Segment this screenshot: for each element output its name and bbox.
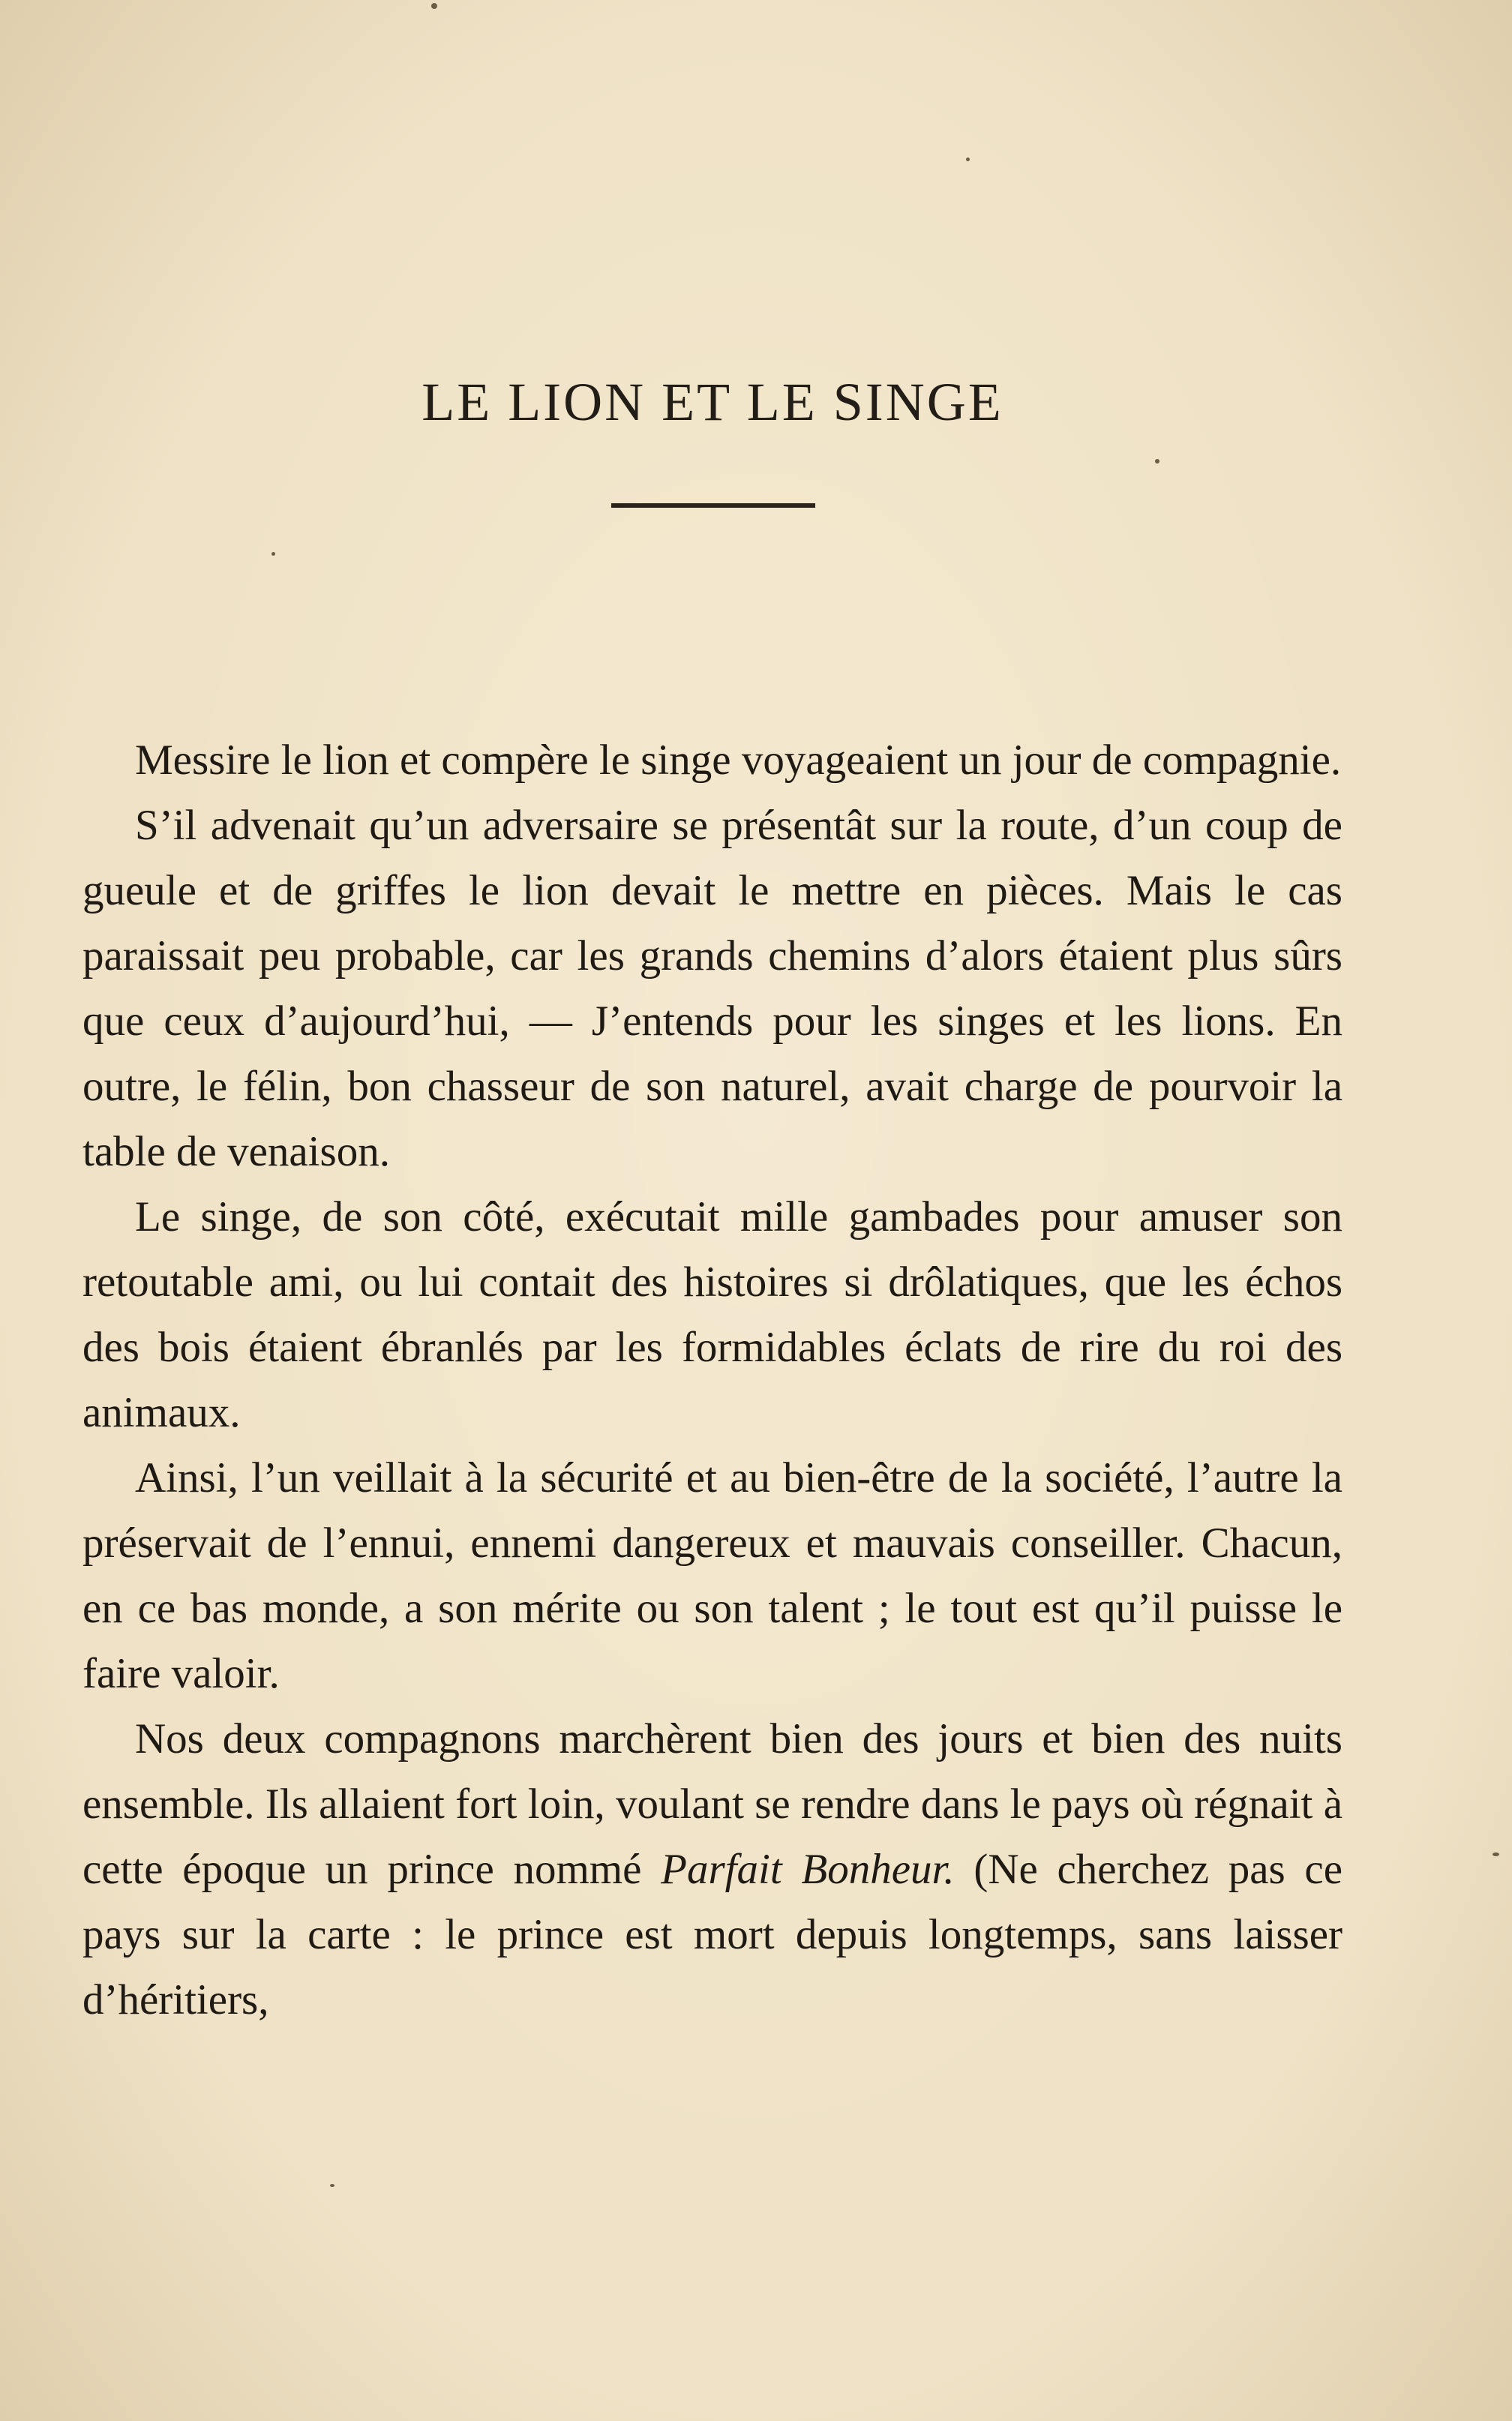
paper-speck (330, 2184, 334, 2187)
paper-speck (1155, 459, 1160, 464)
paragraph-5 (82, 1706, 1342, 2032)
paragraph-5-start: Nos deux compagnons marchèrent bien des jours et bien des nuits ensemble. Ils allaient fort loin, voulant se rendre dans le pays où régnait à cette époque un prince nommé (82, 1715, 1342, 1893)
paper-speck (431, 3, 437, 9)
paragraph-1: Messire le lion et compère le singe voyageaient un jour de compagnie. (135, 736, 1342, 784)
paper-speck (1492, 1852, 1499, 1856)
paper-speck (272, 552, 275, 556)
paragraph-3: Le singe, de son côté, exécutait mille gambades pour amuser son retoutable ami, ou lui contait des histoires si drôlatiques, que les échos des bois étaient ébranlés par les formidables éclats de rire du roi des animaux. (82, 1193, 1342, 1436)
prince-name: Parfait Bonheur. (661, 1846, 955, 1893)
paper-speck (966, 158, 970, 161)
body-text (82, 728, 1342, 2032)
paragraph-5-end: (Ne cherchez pas ce pays sur la carte : le prince est mort depuis longtemps, sans laisser d’héritiers, (82, 1846, 1342, 2024)
title-rule (611, 503, 815, 508)
paragraph-2: S’il advenait qu’un adversaire se présentât sur la route, d’un coup de gueule et de griffes le lion devait le mettre en pièces. Mais le cas paraissait peu probable, car les grands chemins d’alors étaient plus sûrs que ceux d’aujourd’hui, — J’entends pour les singes et les lions. En outre, le félin, bon chasseur de son naturel, avait charge de pourvoir la table de venaison. (82, 802, 1342, 1175)
paragraph-4: Ainsi, l’un veillait à la sécurité et au bien-être de la société, l’autre la préservait de l’ennui, ennemi dangereux et mauvais conseiller. Chacun, en ce bas monde, a son mérite ou son talent ; le tout est qu’il puisse le faire valoir. (82, 1454, 1342, 1697)
chapter-title: LE LION ET LE SINGE (422, 372, 1004, 432)
